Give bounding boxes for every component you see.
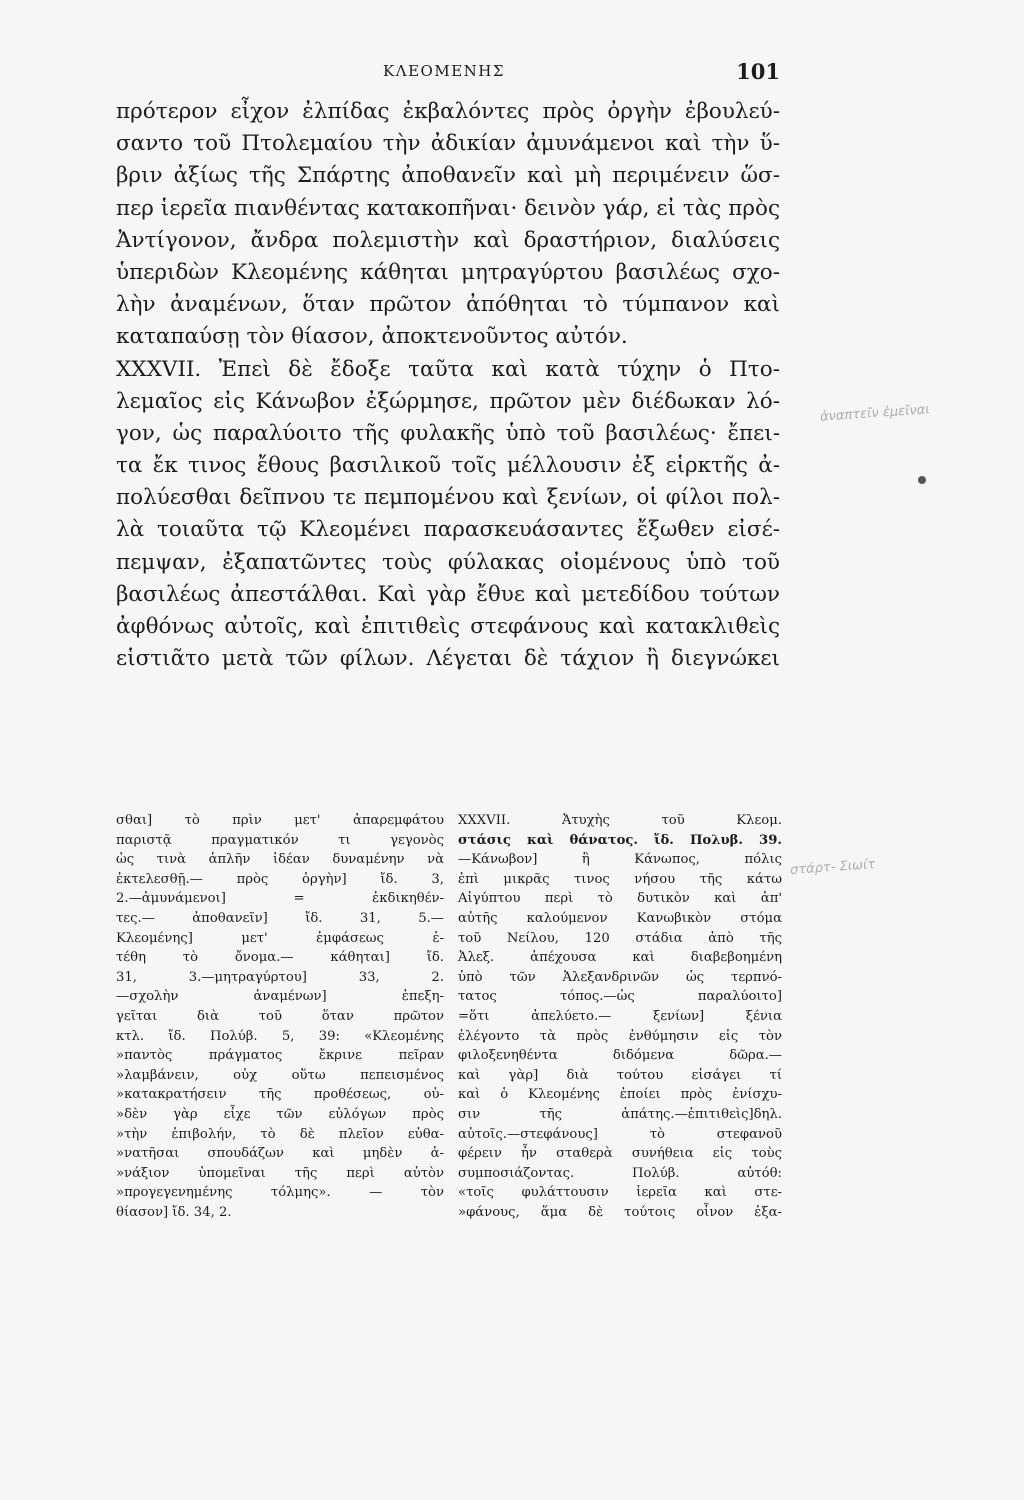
main-text-line: περ ἱερεῖα πιανθέντας κατακοπῆναι· δεινὸν γάρ, εἰ τὰς πρὸς [116, 195, 780, 221]
footnotes-right-column [458, 811, 782, 1222]
footnote-line: συμποσιάζοντας. Πολύβ. αὐτόθ: [458, 1165, 782, 1181]
main-text-line: βριν ἀξίως τῆς Σπάρτης ἀποθανεῖν καὶ μὴ περιμένειν ὥσ- [116, 163, 780, 189]
main-text-line: πολύεσθαι δεῖπνου τε πεμπομένου καὶ ξενίων, οἱ φίλοι πολ- [116, 485, 780, 511]
main-text-line: καταπαύσῃ τὸν θίασον, ἀποκτενοῦντος αὐτόν. [116, 324, 628, 350]
footnote-line: »νατῆσαι σπουδάζων καὶ μηδὲν ἀ- [116, 1146, 444, 1162]
handwritten-margin-note: στάρτ- Σιωίτ [789, 857, 876, 878]
footnote-line: »παντὸς πράγματος ἔκρινε πεῖραν [116, 1048, 444, 1064]
main-text-line: τα ἔκ τινος ἔθους βασιλικοῦ τοῖς μέλλουσιν ἐξ εἱρκτῆς ἀ- [116, 453, 780, 479]
footnote-line: ὑπὸ τῶν Ἀλεξανδρινῶν ὡς τερπνό- [458, 969, 782, 985]
footnote-line: σθαι] τὸ πρὶν μετ' ἀπαρεμφάτου [116, 813, 444, 828]
footnote-line: Ἀλεξ. ἀπέχουσα καὶ διαβεβοημένη [458, 950, 782, 966]
footnote-line: —Κάνωβον] ἢ Κάνωπος, πόλις [458, 852, 782, 868]
footnote-line: αὐτῆς καλούμενον Κανωβικὸν στόμα [458, 910, 782, 926]
footnote-line: 31, 3.—μητραγύρτου] 33, 2. [116, 969, 444, 985]
running-title: ΚΛΕΟΜΕΝΗΣ [383, 62, 505, 80]
footnote-line: τες.— ἀποθανεῖν] ἴδ. 31, 5.— [116, 910, 444, 926]
main-text-line: γον, ὡς παραλύοιτο τῆς φυλακῆς ὑπὸ τοῦ βασιλέως· ἔπει- [116, 420, 780, 446]
main-text-line: ὑπεριδὼν Κλεομένης κάθηται μητραγύρτου βασιλέως σχο- [116, 259, 780, 285]
footnote-line: —σχολὴν ἀναμένων] ἐπεξη- [116, 989, 444, 1005]
main-text-block [116, 96, 780, 675]
footnote-line: ἐπὶ μικρᾶς τινος νήσου τῆς κάτω [458, 871, 782, 887]
footnote-heading-line: XXXVII. Ἀτυχὴς τοῦ Κλεομ. [458, 813, 782, 828]
footnote-line: 2.—ἀμυνάμενοι] = ἐκδικηθέν- [116, 891, 444, 907]
footnote-line: καὶ ὁ Κλεομένης ἐποίει πρὸς ἐνίσχυ- [458, 1087, 782, 1103]
footnote-line: Κλεομένης] μετ' ἐμφάσεως ἐ- [116, 930, 444, 946]
main-text-line: πρότερον εἶχον ἐλπίδας ἐκβαλόντες πρὸς ὀργὴν ἐβουλεύ- [116, 99, 780, 124]
footnote-line: »νάξιον ὑπομεῖναι τῆς περὶ αὐτὸν [116, 1165, 444, 1181]
footnote-line: φιλοξενηθέντα διδόμενα δῶρα.— [458, 1048, 782, 1064]
page-header [118, 59, 780, 86]
footnote-line: =ὅτι ἀπελύετο.— ξενίων] ξένια [458, 1008, 782, 1024]
main-text-line: λὴν ἀναμένων, ὅταν πρῶτον ἀπόθηται τὸ τύμπανον καὶ [116, 292, 780, 318]
footnote-line: »τὴν ἐπιβολήν, τὸ δὲ πλεῖον εὐθα- [116, 1126, 444, 1142]
footnote-line: ἐκτελεσθῇ.— πρὸς ὀργὴν] ἴδ. 3, [116, 871, 444, 887]
footnote-line: »λαμβάνειν, οὐχ οὕτω πεπεισμένος [116, 1067, 444, 1083]
footnote-line: Αἰγύπτου περὶ τὸ δυτικὸν καὶ ἀπ' [458, 891, 782, 907]
chapter-start-line: XXXVII. Ἐπεὶ δὲ ἔδοξε ταῦτα καὶ κατὰ τύχην ὁ Πτο- [116, 356, 780, 382]
footnote-line: γεῖται διὰ τοῦ ὅταν πρῶτον [116, 1008, 444, 1024]
footnote-line: αὐτοῖς.—στεφάνους] τὸ στεφανοῦ [458, 1126, 782, 1142]
footnote-line: φέρειν ἦν σταθερὰ συνήθεια εἰς τοὺς [458, 1146, 782, 1162]
footnote-line: τοῦ Νείλου, 120 στάδια ἀπὸ τῆς [458, 930, 782, 946]
footnote-line: «τοῖς φυλάττουσιν ἱερεῖα καὶ στε- [458, 1185, 782, 1201]
handwritten-margin-note: ἀναπτεῖν ἐμεῖναι [819, 402, 931, 425]
footnotes-left-column [116, 811, 444, 1222]
footnote-heading-line: στάσις καὶ θάνατος. ἴδ. Πολυβ. 39. [458, 832, 782, 848]
footnote-line: »κατακρατήσειν τῆς προθέσεως, οὐ- [116, 1087, 444, 1103]
main-text-line: βασιλέως ἀπεστάλθαι. Καὶ γὰρ ἔθυε καὶ μετεδίδου τούτων [116, 581, 780, 607]
main-text-line: λὰ τοιαῦτα τῷ Κλεομένει παρασκευάσαντες ἔξωθεν εἰσέ- [116, 517, 780, 543]
main-text-line: εἱστιᾶτο μετὰ τῶν φίλων. Λέγεται δὲ τάχιον ἢ διεγνώκει [116, 646, 780, 672]
main-text-line: ἀφθόνως αὐτοῖς, καὶ ἐπιτιθεὶς στεφάνους καὶ κατακλιθεὶς [116, 614, 780, 639]
footnote-line: κτλ. ἴδ. Πολύβ. 5, 39: «Κλεομένης [116, 1028, 444, 1044]
footnote-line: παριστᾷ πραγματικόν τι γεγονὸς [116, 832, 444, 848]
main-text-line: Ἀντίγονον, ἄνδρα πολεμιστὴν καὶ δραστήριον, διαλύσεις [116, 227, 780, 253]
footnote-line: »προγεγενημένης τόλμης». — τὸν [116, 1185, 444, 1201]
footnote-line: »δὲν γὰρ εἶχε τῶν εὐλόγων πρὸς [116, 1106, 444, 1122]
page-number: 101 [736, 59, 780, 84]
footnote-line: θίασον] ἴδ. 34, 2. [116, 1204, 232, 1220]
main-text-line: λεμαῖος εἰς Κάνωβον ἐξώρμησε, πρῶτον μὲν διέδωκαν λό- [116, 388, 780, 414]
footnote-line: »φάνους, ἅμα δὲ τούτοις οἶνον ἐξα- [458, 1204, 782, 1220]
footnote-line: ἐλέγοντο τὰ πρὸς ἐνθύμησιν εἰς τὸν [458, 1028, 782, 1044]
footnote-line: ὡς τινὰ ἁπλῆν ἰδέαν δυναμένην νὰ [116, 852, 444, 868]
main-text-line: σαντο τοῦ Πτολεμαίου τὴν ἀδικίαν ἀμυνάμενοι καὶ τὴν ὕ- [116, 131, 780, 157]
ink-blot [918, 476, 926, 484]
footnote-line: σιν τῆς ἀπάτης.—ἐπιτιθεὶς]δηλ. [458, 1106, 782, 1122]
main-text-line: πεμψαν, ἐξαπατῶντες τοὺς φύλακας οἰομένους ὑπὸ τοῦ [116, 549, 780, 575]
footnote-line: τατος τόπος.—ὡς παραλύοιτο] [458, 989, 782, 1005]
footnote-line: τέθη τὸ ὄνομα.— κάθηται] ἴδ. [116, 950, 444, 966]
footnote-line: καὶ γὰρ] διὰ τούτου εἰσάγει τί [458, 1067, 782, 1083]
